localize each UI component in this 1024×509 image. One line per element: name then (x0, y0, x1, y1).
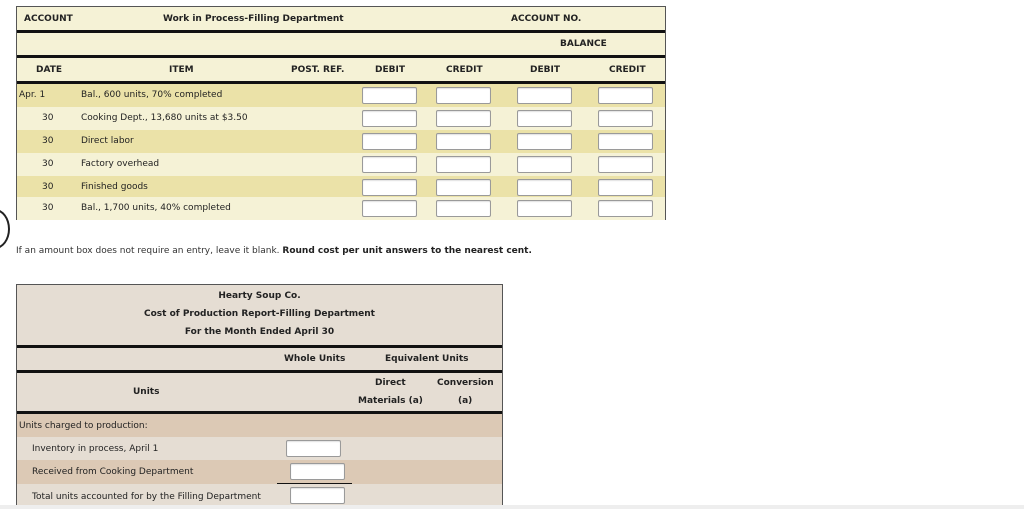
ledger-row (17, 107, 665, 130)
col-balance-credit: CREDIT (609, 65, 646, 75)
report-header-row (17, 348, 502, 370)
debit-input[interactable] (362, 110, 417, 127)
whole-units-input[interactable] (286, 440, 341, 457)
row-date: Apr. 1 (19, 90, 46, 100)
ledger-account-header (17, 7, 665, 30)
balance-credit-input[interactable] (598, 200, 653, 217)
ledger-row (17, 153, 665, 176)
balance-credit-input[interactable] (598, 110, 653, 127)
ledger-row (17, 176, 665, 199)
account-name: Work in Process-Filling Department (163, 14, 344, 24)
report-row (17, 484, 502, 507)
credit-input[interactable] (436, 87, 491, 104)
company-name: Hearty Soup Co. (218, 291, 301, 301)
debit-input[interactable] (362, 200, 417, 217)
credit-input[interactable] (436, 179, 491, 196)
row-label: Received from Cooking Department (32, 467, 194, 477)
row-item: Finished goods (81, 182, 148, 192)
annotation-circle (0, 209, 10, 249)
balance-credit-input[interactable] (598, 156, 653, 173)
col-credit: CREDIT (446, 65, 483, 75)
balance-credit-input[interactable] (598, 133, 653, 150)
balance-credit-input[interactable] (598, 87, 653, 104)
balance-debit-input[interactable] (517, 87, 572, 104)
ledger-row (17, 130, 665, 153)
debit-input[interactable] (362, 133, 417, 150)
whole-units-header: Whole Units (284, 354, 346, 364)
ledger-column-headers (17, 58, 665, 81)
instruction-plain: If an amount box does not require an entry, leave it blank. (16, 246, 280, 256)
col-balance-debit: DEBIT (530, 65, 560, 75)
credit-input[interactable] (436, 110, 491, 127)
ledger-balance-header (17, 33, 665, 55)
whole-units-input[interactable] (290, 487, 345, 504)
balance-debit-input[interactable] (517, 133, 572, 150)
report-title: Cost of Production Report-Filling Department (144, 309, 375, 319)
balance-debit-input[interactable] (517, 156, 572, 173)
page-bottom-edge (0, 505, 1024, 509)
row-item: Cooking Dept., 13,680 units at $3.50 (81, 113, 248, 123)
debit-input[interactable] (362, 179, 417, 196)
row-item: Bal., 600 units, 70% completed (81, 90, 223, 100)
row-date: 30 (42, 182, 54, 192)
row-date: 30 (42, 203, 54, 213)
row-date: 30 (42, 159, 54, 169)
col-date: DATE (36, 65, 63, 75)
report-title-block (17, 285, 502, 345)
credit-input[interactable] (436, 156, 491, 173)
account-label: ACCOUNT (24, 14, 73, 24)
balance-debit-input[interactable] (517, 200, 572, 217)
section-label-row (17, 414, 502, 437)
row-item: Direct labor (81, 136, 134, 146)
row-label: Inventory in process, April 1 (32, 444, 159, 454)
row-item: Factory overhead (81, 159, 160, 169)
ledger-table (16, 6, 666, 220)
direct-materials-header-line2: Materials (a) (358, 396, 423, 406)
row-date: 30 (42, 136, 54, 146)
row-item: Bal., 1,700 units, 40% completed (81, 203, 231, 213)
report-period: For the Month Ended April 30 (184, 327, 335, 337)
report-subheader-row (17, 373, 502, 411)
col-post-ref: POST. REF. (291, 65, 345, 75)
account-no-label: ACCOUNT NO. (511, 14, 582, 24)
balance-label: BALANCE (560, 39, 607, 49)
debit-input[interactable] (362, 156, 417, 173)
instruction-bold: Round cost per unit answers to the nearest cent. (282, 246, 532, 256)
units-header: Units (133, 387, 160, 397)
balance-debit-input[interactable] (517, 179, 572, 196)
col-item: ITEM (169, 65, 194, 75)
row-label: Total units accounted for by the Filling Department (32, 492, 261, 502)
report-row (17, 460, 502, 484)
col-debit: DEBIT (375, 65, 405, 75)
equivalent-units-header: Equivalent Units (385, 354, 469, 364)
balance-credit-input[interactable] (598, 179, 653, 196)
instruction-text (16, 246, 532, 256)
ledger-row (17, 84, 665, 107)
conversion-header-line1: Conversion (437, 378, 494, 388)
debit-input[interactable] (362, 87, 417, 104)
credit-input[interactable] (436, 133, 491, 150)
section-label: Units charged to production: (19, 421, 148, 431)
direct-materials-header-line1: Direct (375, 378, 406, 388)
ledger-row (17, 197, 665, 220)
balance-debit-input[interactable] (517, 110, 572, 127)
conversion-header-line2: (a) (458, 396, 473, 406)
row-date: 30 (42, 113, 54, 123)
report-row (17, 437, 502, 460)
credit-input[interactable] (436, 200, 491, 217)
cost-of-production-report (16, 284, 503, 509)
whole-units-input[interactable] (290, 463, 345, 480)
